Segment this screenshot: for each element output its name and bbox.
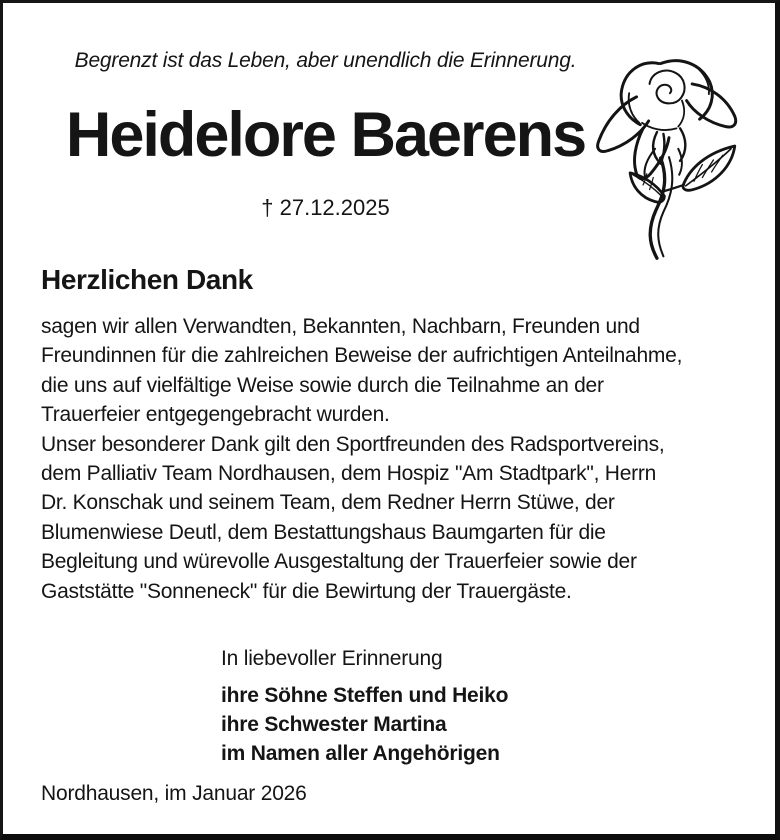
thanks-body-line: Dr. Konschak und seinem Team, dem Redner Herrn Stüwe, der: [41, 491, 615, 515]
mourners-list: [221, 681, 508, 768]
remembrance-line: In liebevoller Erinnerung: [221, 647, 443, 670]
thanks-body-line: dem Palliativ Team Nordhausen, dem Hospiz "Am Stadtpark", Herrn: [41, 462, 657, 486]
thanks-body-line: Freundinnen für die zahlreichen Beweise der aufrichtigen Anteilnahme,: [41, 344, 683, 368]
mourner-line: ihre Schwester Martina: [221, 713, 447, 736]
deceased-name: Heidelore Baerens: [65, 100, 586, 170]
rose-icon: [588, 45, 750, 260]
mourner-line: ihre Söhne Steffen und Heiko: [221, 684, 509, 707]
mourner-line: im Namen aller Angehörigen: [221, 742, 500, 765]
thanks-body-line: Begleitung und würevolle Ausgestaltung der Trauerfeier sowie der: [41, 550, 637, 574]
thanks-body-line: Blumenwiese Deutl, dem Bestattungshaus Baumgarten für die: [41, 520, 606, 544]
thanks-body-line: Unser besonderer Dank gilt den Sportfreunden des Radsportvereins,: [41, 432, 665, 456]
memorial-quote: Begrenzt ist das Leben, aber unendlich die Erinnerung.: [74, 49, 577, 72]
thanks-body-line: sagen wir allen Verwandten, Bekannten, Nachbarn, Freunden und: [41, 315, 640, 338]
thanks-heading: Herzlichen Dank: [41, 264, 253, 295]
death-date: † 27.12.2025: [261, 195, 390, 220]
place-date-line: Nordhausen, im Januar 2026: [41, 782, 307, 805]
thanks-body-line: Gaststätte "Sonneneck" für die Bewirtung der Trauergäste.: [41, 579, 572, 603]
thanks-body: [41, 312, 751, 606]
thanks-body-line: Trauerfeier entgegengebracht wurden.: [41, 403, 390, 427]
thanks-body-line: die uns auf vielfältige Weise sowie durch die Teilnahme an der: [41, 373, 604, 397]
